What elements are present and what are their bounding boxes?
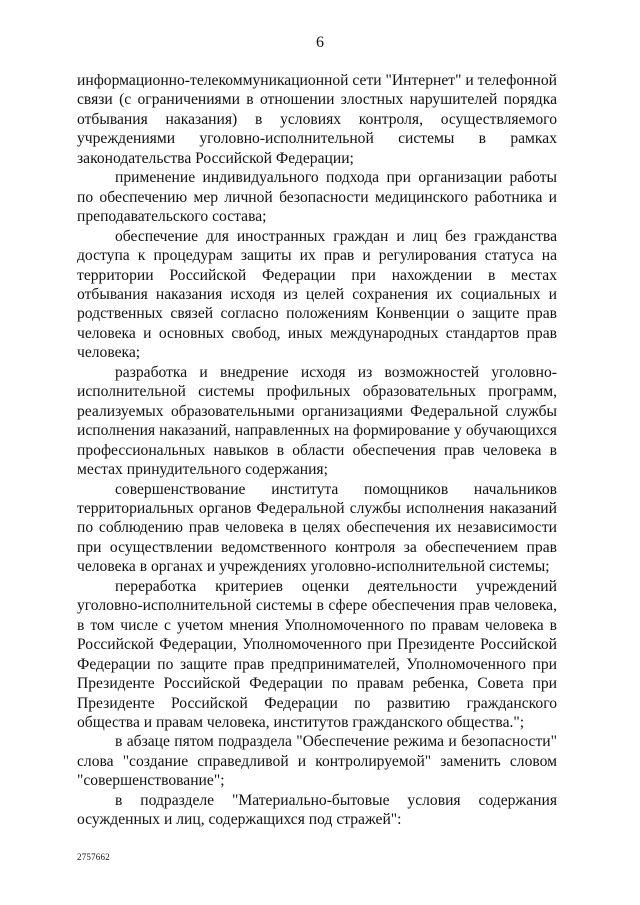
- document-body: [77, 71, 557, 830]
- paragraph-assistants-institute: совершенствование института помощников начальников территориальных органов Федеральной службы исполнения наказаний по соблюдению прав человека в целях обеспечения их независимости при осуществлении ведомственного контроля за обеспечением прав человека в органах и учреждениях уголовно-исполнительной системы;: [77, 480, 557, 576]
- paragraph-evaluation-criteria: переработка критериев оценки деятельности учреждений уголовно-исполнительной системы в сфере обеспечения прав человека, в том числе с учетом мнения Уполномоченного по правам человека в Российской Федерации, Уполномоченного при Президенте Российской Федерации по защите прав предпринимателей, Уполномоченного при Президенте Российской Федерации по правам ребенка, Совета при Президенте Российской Федерации по развитию гражданского общества и правам человека, институтов гражданского общества.";: [77, 577, 557, 731]
- paragraph-regime-security-amendment: в абзаце пятом подраздела "Обеспечение режима и безопасности" слова "создание справедливой и контролируемой" заменить словом "совершенствование";: [77, 733, 557, 790]
- paragraph-living-conditions-subsection: в подразделе "Материально-бытовые условия содержания осужденных и лиц, содержащихся под стражей":: [77, 791, 557, 829]
- paragraph-foreign-citizens: обеспечение для иностранных граждан и лиц без гражданства доступа к процедурам защиты их прав и регулирования статуса на территории Российской Федерации при нахождении в местах отбывания наказания исходя из целей сохранения их социальных и родственных связей согласно положениям Конвенции о защите прав человека и основных свобод, иных международных стандартов прав человека;: [77, 227, 557, 362]
- paragraph-individual-approach: применение индивидуального подхода при организации работы по обеспечению мер личной безопасности медицинского работника и преподавательского состава;: [77, 169, 557, 226]
- document-id: 2757662: [77, 852, 110, 862]
- paragraph-continuation: информационно-телекоммуникационной сети "Интернет" и телефонной связи (с ограничениями в отношении злостных нарушителей порядка отбывания наказания) в условиях контроля, осуществляемого учреждениями уголовно-исполнительной системы в рамках законодательства Российской Федерации;: [77, 72, 557, 167]
- page-number: 6: [316, 34, 324, 51]
- paragraph-educational-programs: разработка и внедрение исходя из возможностей уголовно-исполнительной системы профильных образовательных программ, реализуемых образовательными организациями Федеральной службы исполнения наказаний, направленных на формирование у обучающихся профессиональных навыков в области обеспечения прав человека в местах принудительного содержания;: [77, 363, 557, 479]
